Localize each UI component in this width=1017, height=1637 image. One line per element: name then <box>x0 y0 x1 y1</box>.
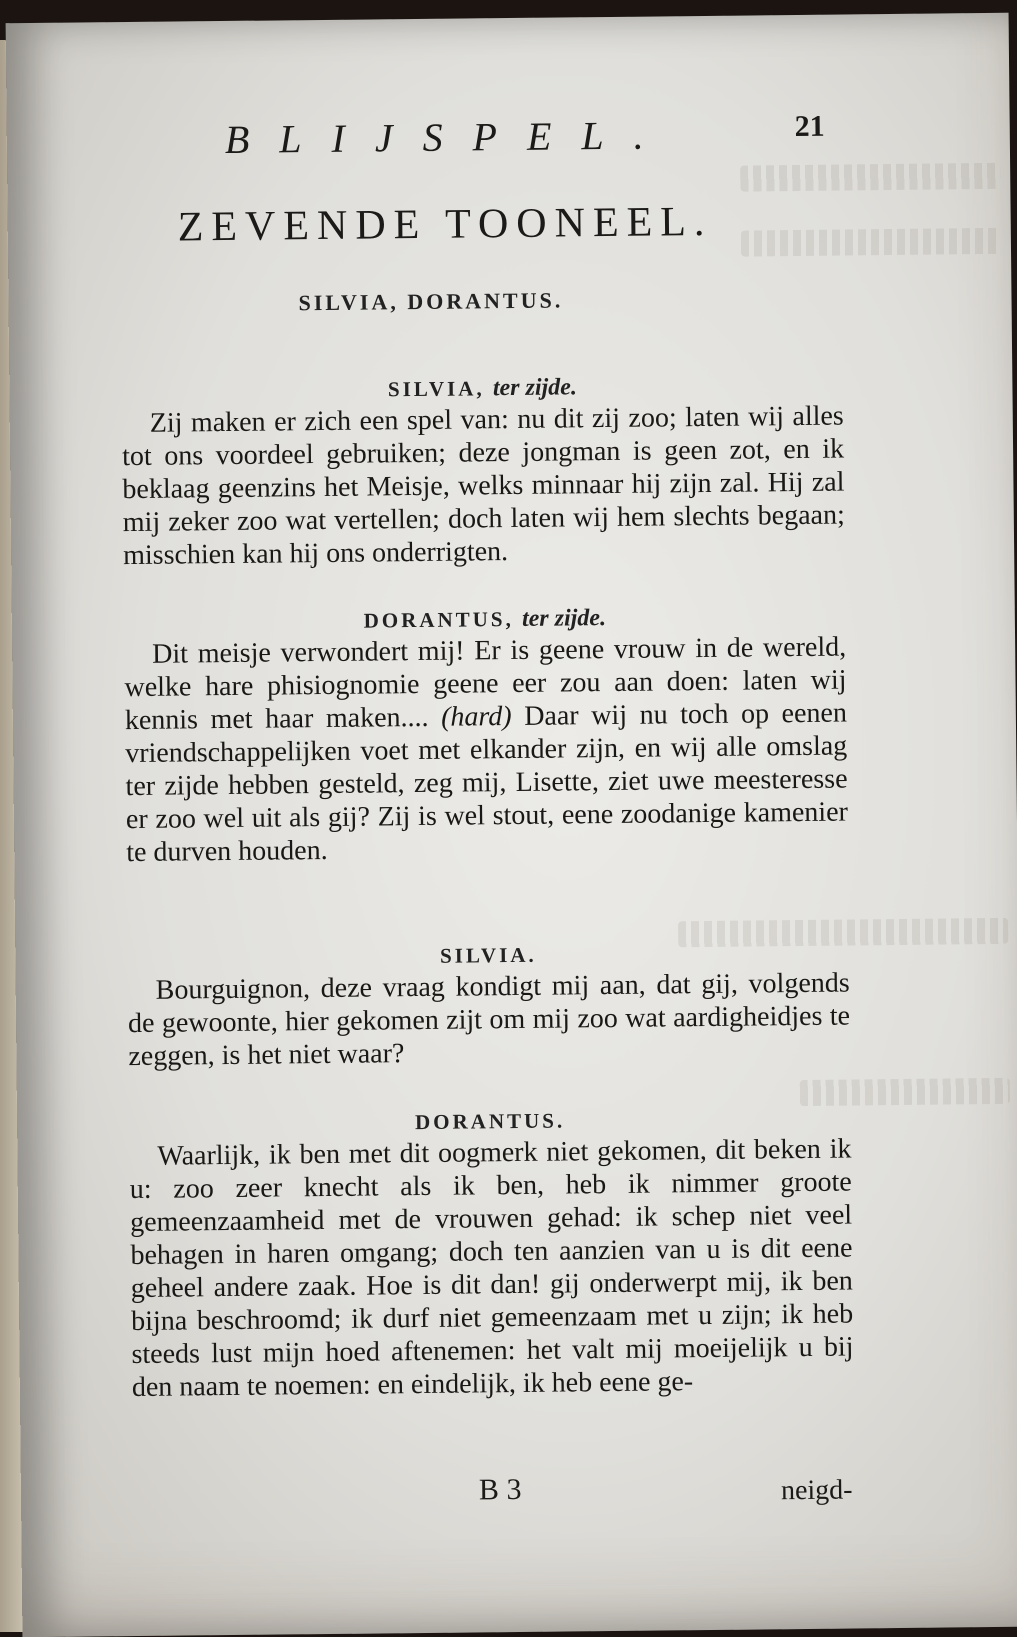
scene-title: ZEVENDE TOONEEL. <box>177 198 713 251</box>
speech-text-part: Dit meisje verwondert mij! Er is geene vrouw in de wereld, welke hare phisiognomie geene eer zou aan doen: laten wij kennis met haar maken.... <box>124 631 847 737</box>
speech-text-part: Daar wij nu toch op eenen vriendschappelijken voet met elkander zijn, en wij alle omslag ter zijde hebben gesteld, zeg mij, Lisette, ziet uwe meesteresse er zoo wel uit als gij? Zij is wel stout, eene zoodanige kamenier te durven houden. <box>125 697 849 869</box>
inline-stage-direction: (hard) <box>440 701 512 733</box>
speech-text: Waarlijk, ik ben met dit oogmerk niet gekomen, dit beken ik u: zoo zeer knecht als ik ben, heb ik nimmer groote gemeenzaamheid met de vrouwen gehad: ik schep niet veel behagen in haren omgang; doch ten aanzien van u is dit eene geheel andere zaak. Hoe is dit dan! gij onderwerpt mij, ik ben bijna beschroomd; ik durf niet gemeenzaam met u zijn; ik heb steeds lust mijn hoed aftenemen: het valt mij moeijelijk u bij den naam te noemen: en eindelijk, ik heb eene ge- <box>129 1133 854 1404</box>
speaker-name: DORANTUS, <box>363 607 514 633</box>
speech-block-dorantus <box>129 1103 854 1405</box>
speech-block-dorantus-aside <box>124 601 849 870</box>
speech-text: Zij maken er zich een spel van: nu dit zij zoo; laten wij alles tot ons voordeel gebruiken; deze jongman is geen zot, en ik beklaag geenzins het Meisje, welks minnaar hij zijn zal. Hij zal mij zeker zoo wat vertellen; doch laten wij hem slechts begaan; misschien kan hij ons onderrigten. <box>121 400 845 572</box>
cast-list: SILVIA, DORANTUS. <box>298 287 564 316</box>
speaker-name: SILVIA. <box>439 942 537 968</box>
catchword: neigd- <box>780 1474 853 1507</box>
signature-mark: B 3 <box>478 1472 522 1507</box>
stage-direction: ter zijde. <box>521 605 607 632</box>
page-number: 21 <box>794 109 825 144</box>
speaker-name: SILVIA, <box>387 376 485 402</box>
running-head <box>225 110 826 176</box>
stage-direction: ter zijde. <box>492 374 578 402</box>
speech-block-silvia-aside <box>121 370 845 573</box>
speech-text: Bourguignon, deze vraag kondigt mij aan, dat gij, volgends de gewoonte, hier gekomen zijt om mij zoo wat aardigheidjes te zeggen, is het niet waar? <box>127 967 851 1073</box>
speech-block-silvia <box>127 937 850 1074</box>
book-page <box>6 13 1017 1637</box>
speaker-name: DORANTUS. <box>414 1108 566 1135</box>
speech-text <box>124 631 848 870</box>
running-head-title: BLIJSPEL. <box>224 112 674 163</box>
